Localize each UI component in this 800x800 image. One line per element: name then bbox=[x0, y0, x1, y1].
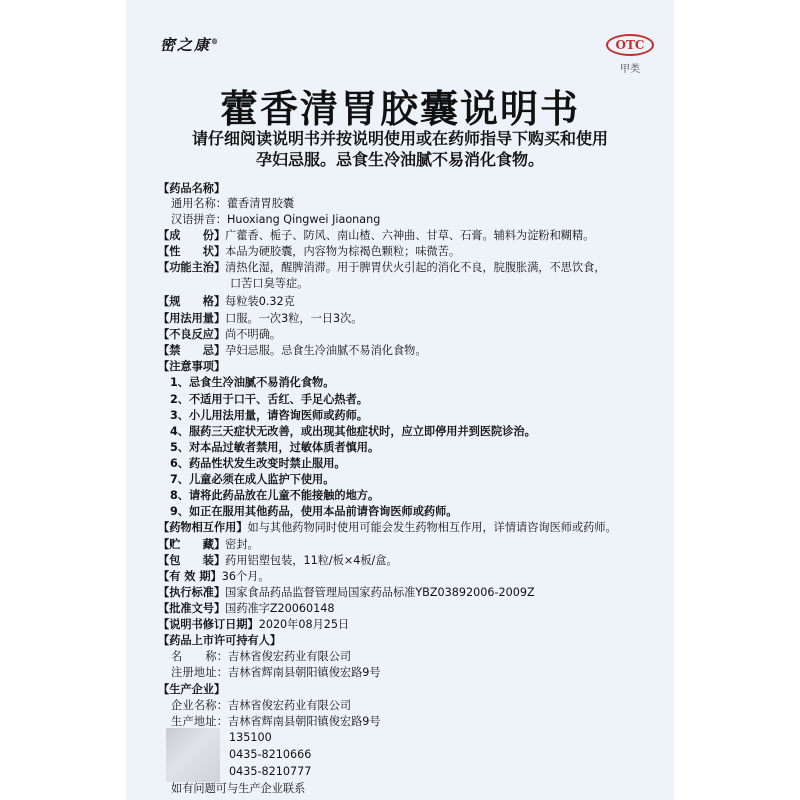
approval-row: 【批准文号】国药准字Z20060148 bbox=[158, 602, 335, 615]
pinyin-name: 汉语拼音：Huoxiang Qingwei Jiaonang bbox=[171, 213, 381, 226]
precautions-header: 【注意事项】 bbox=[158, 360, 226, 373]
phone-2: 0435-8210777 bbox=[229, 765, 312, 778]
precaution-item: 4、服药三天症状无改善，或出现其他症状时，应立即停用并到医院诊治。 bbox=[170, 425, 536, 438]
standard-row: 【执行标准】国家食品药品监督管理局国家药品标准YBZ03892006-2009Z bbox=[158, 586, 535, 599]
warning-line-1: 请仔细阅读说明书并按说明使用或在药师指导下购买和使用 bbox=[191, 129, 608, 148]
manufacturer-header: 【生产企业】 bbox=[158, 683, 226, 696]
manufacturer-name-row: 企业名称：吉林省俊宏药业有限公司 bbox=[171, 699, 352, 712]
precaution-item: 9、如正在服用其他药品，使用本品前请咨询医师或药师。 bbox=[170, 505, 458, 518]
properties-row: 【性 状】本品为硬胶囊，内容物为棕褐色颗粒；味微苦。 bbox=[158, 245, 461, 258]
manufacturer-address-row: 生产地址：吉林省辉南县朝阳镇俊宏路9号 bbox=[171, 715, 381, 728]
holder-name-row: 名 称：吉林省俊宏药业有限公司 bbox=[171, 650, 352, 663]
warning-line-2: 孕妇忌服。忌食生冷油腻不易消化食物。 bbox=[255, 150, 544, 169]
otc-badge bbox=[606, 34, 654, 75]
precaution-item: 1、忌食生冷油腻不易消化食物。 bbox=[170, 376, 335, 389]
precaution-item: 8、请将此药品放在儿童不能接触的地方。 bbox=[170, 489, 380, 502]
precaution-item: 3、小儿用法用量，请咨询医师或药师。 bbox=[170, 409, 368, 422]
precaution-item: 2、不适用于口干、舌红、手足心热者。 bbox=[170, 393, 368, 406]
contraindications-row: 【禁 忌】孕妇忌服。忌食生冷油腻不易消化食物。 bbox=[158, 344, 427, 357]
indications-row-cont: 口苦口臭等症。 bbox=[230, 277, 309, 290]
phone-1: 0435-8210666 bbox=[229, 748, 312, 761]
holder-header: 【药品上市许可持有人】 bbox=[158, 634, 282, 647]
adverse-row: 【不良反应】尚不明确。 bbox=[158, 328, 282, 341]
otc-class: 甲类 bbox=[620, 64, 640, 75]
indications-row: 【功能主治】清热化湿，醒脾消滞。用于脾胃伏火引起的消化不良，脘腹胀满，不思饮食， bbox=[158, 261, 606, 274]
ingredients-row: 【成 份】广藿香、栀子、防风、南山楂、六神曲、甘草、石膏。辅料为淀粉和糊精。 bbox=[158, 229, 595, 242]
revision-row: 【说明书修订日期】2020年08月25日 bbox=[158, 618, 350, 631]
drug-name-header: 【药品名称】 bbox=[158, 182, 226, 195]
precaution-item: 6、药品性状发生改变时禁止服用。 bbox=[170, 457, 346, 470]
brand-logo: 密之康® bbox=[160, 36, 221, 54]
precaution-item: 7、儿童必须在成人监护下使用。 bbox=[170, 473, 335, 486]
storage-row: 【贮 藏】密封。 bbox=[158, 538, 259, 551]
generic-name: 通用名称：藿香清胃胶囊 bbox=[171, 197, 295, 210]
document-title: 藿香清胃胶囊说明书 bbox=[219, 87, 580, 131]
postal-code: 135100 bbox=[229, 731, 272, 744]
package-row: 【包 装】药用铝塑包装，11粒/板×4板/盒。 bbox=[158, 554, 398, 567]
contact-footer: 如有问题可与生产企业联系 bbox=[171, 782, 306, 795]
precaution-item: 5、对本品过敏者禁用，过敏体质者慎用。 bbox=[170, 441, 380, 454]
specification-row: 【规 格】每粒装0.32克 bbox=[158, 295, 295, 308]
validity-row: 【有 效 期】36个月。 bbox=[158, 570, 270, 583]
interactions-row: 【药物相互作用】如与其他药物同时使用可能会发生药物相互作用，详情请咨询医师或药师。 bbox=[158, 521, 617, 534]
otc-oval-icon: OTC bbox=[606, 34, 654, 56]
redacted-labels-block bbox=[166, 728, 220, 782]
holder-address-row: 注册地址：吉林省辉南县朝阳镇俊宏路9号 bbox=[171, 666, 381, 679]
dosage-row: 【用法用量】口服。一次3粒，一日3次。 bbox=[158, 312, 363, 325]
